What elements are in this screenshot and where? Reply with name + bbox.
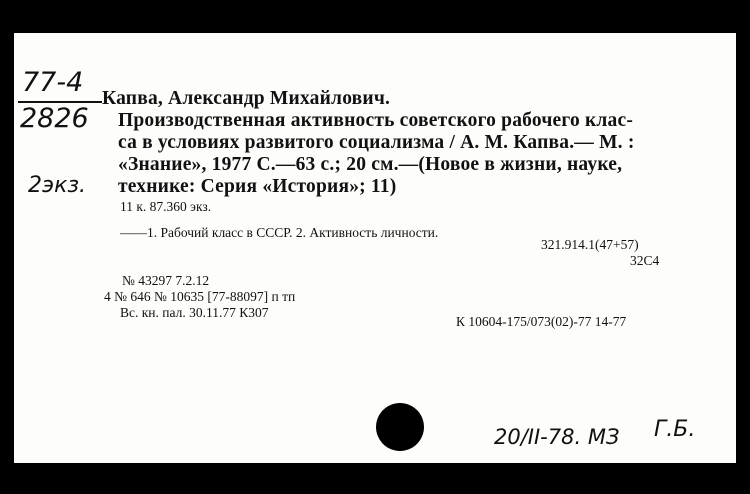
handwritten-initials: Г.Б. [654, 417, 696, 442]
book-chamber-line: Вс. кн. пал. 30.11.77 К307 [120, 305, 269, 320]
udc-index: 321.914.1(47+57) [541, 237, 639, 252]
handwritten-date: 20/II-78. МЗ [494, 425, 620, 449]
shelf-mark-top: 77-4 [22, 67, 84, 98]
price-circulation: 11 к. 87.360 экз. [120, 199, 212, 214]
card-number: К 10604-175/073(02)-77 14-77 [456, 314, 627, 329]
record-number: № 43297 7.2.12 [122, 273, 210, 288]
punch-hole [376, 403, 424, 451]
title-line-4: технике: Серия «История»; 11) [118, 176, 397, 197]
copies-note: 2экз. [28, 173, 87, 198]
author-heading: Капва, Александр Михайлович. [102, 88, 391, 109]
bbk-index: 32С4 [630, 253, 660, 268]
catalog-card [14, 33, 736, 463]
record-order-line: 4 № 646 № 10635 [77-88097] п тп [104, 289, 296, 304]
shelf-mark-bottom: 2826 [20, 103, 89, 134]
title-line-3: «Знание», 1977 С.—63 с.; 20 см.—(Новое в жизни, науке, [118, 154, 623, 175]
subject-headings: ——1. Рабочий класс в СССР. 2. Активность личности. [120, 225, 439, 240]
title-line-2: са в условиях развитого социализма / А. М. Капва.— М. : [118, 132, 635, 153]
title-line-1: Производственная активность советского рабочего клас- [118, 110, 634, 131]
